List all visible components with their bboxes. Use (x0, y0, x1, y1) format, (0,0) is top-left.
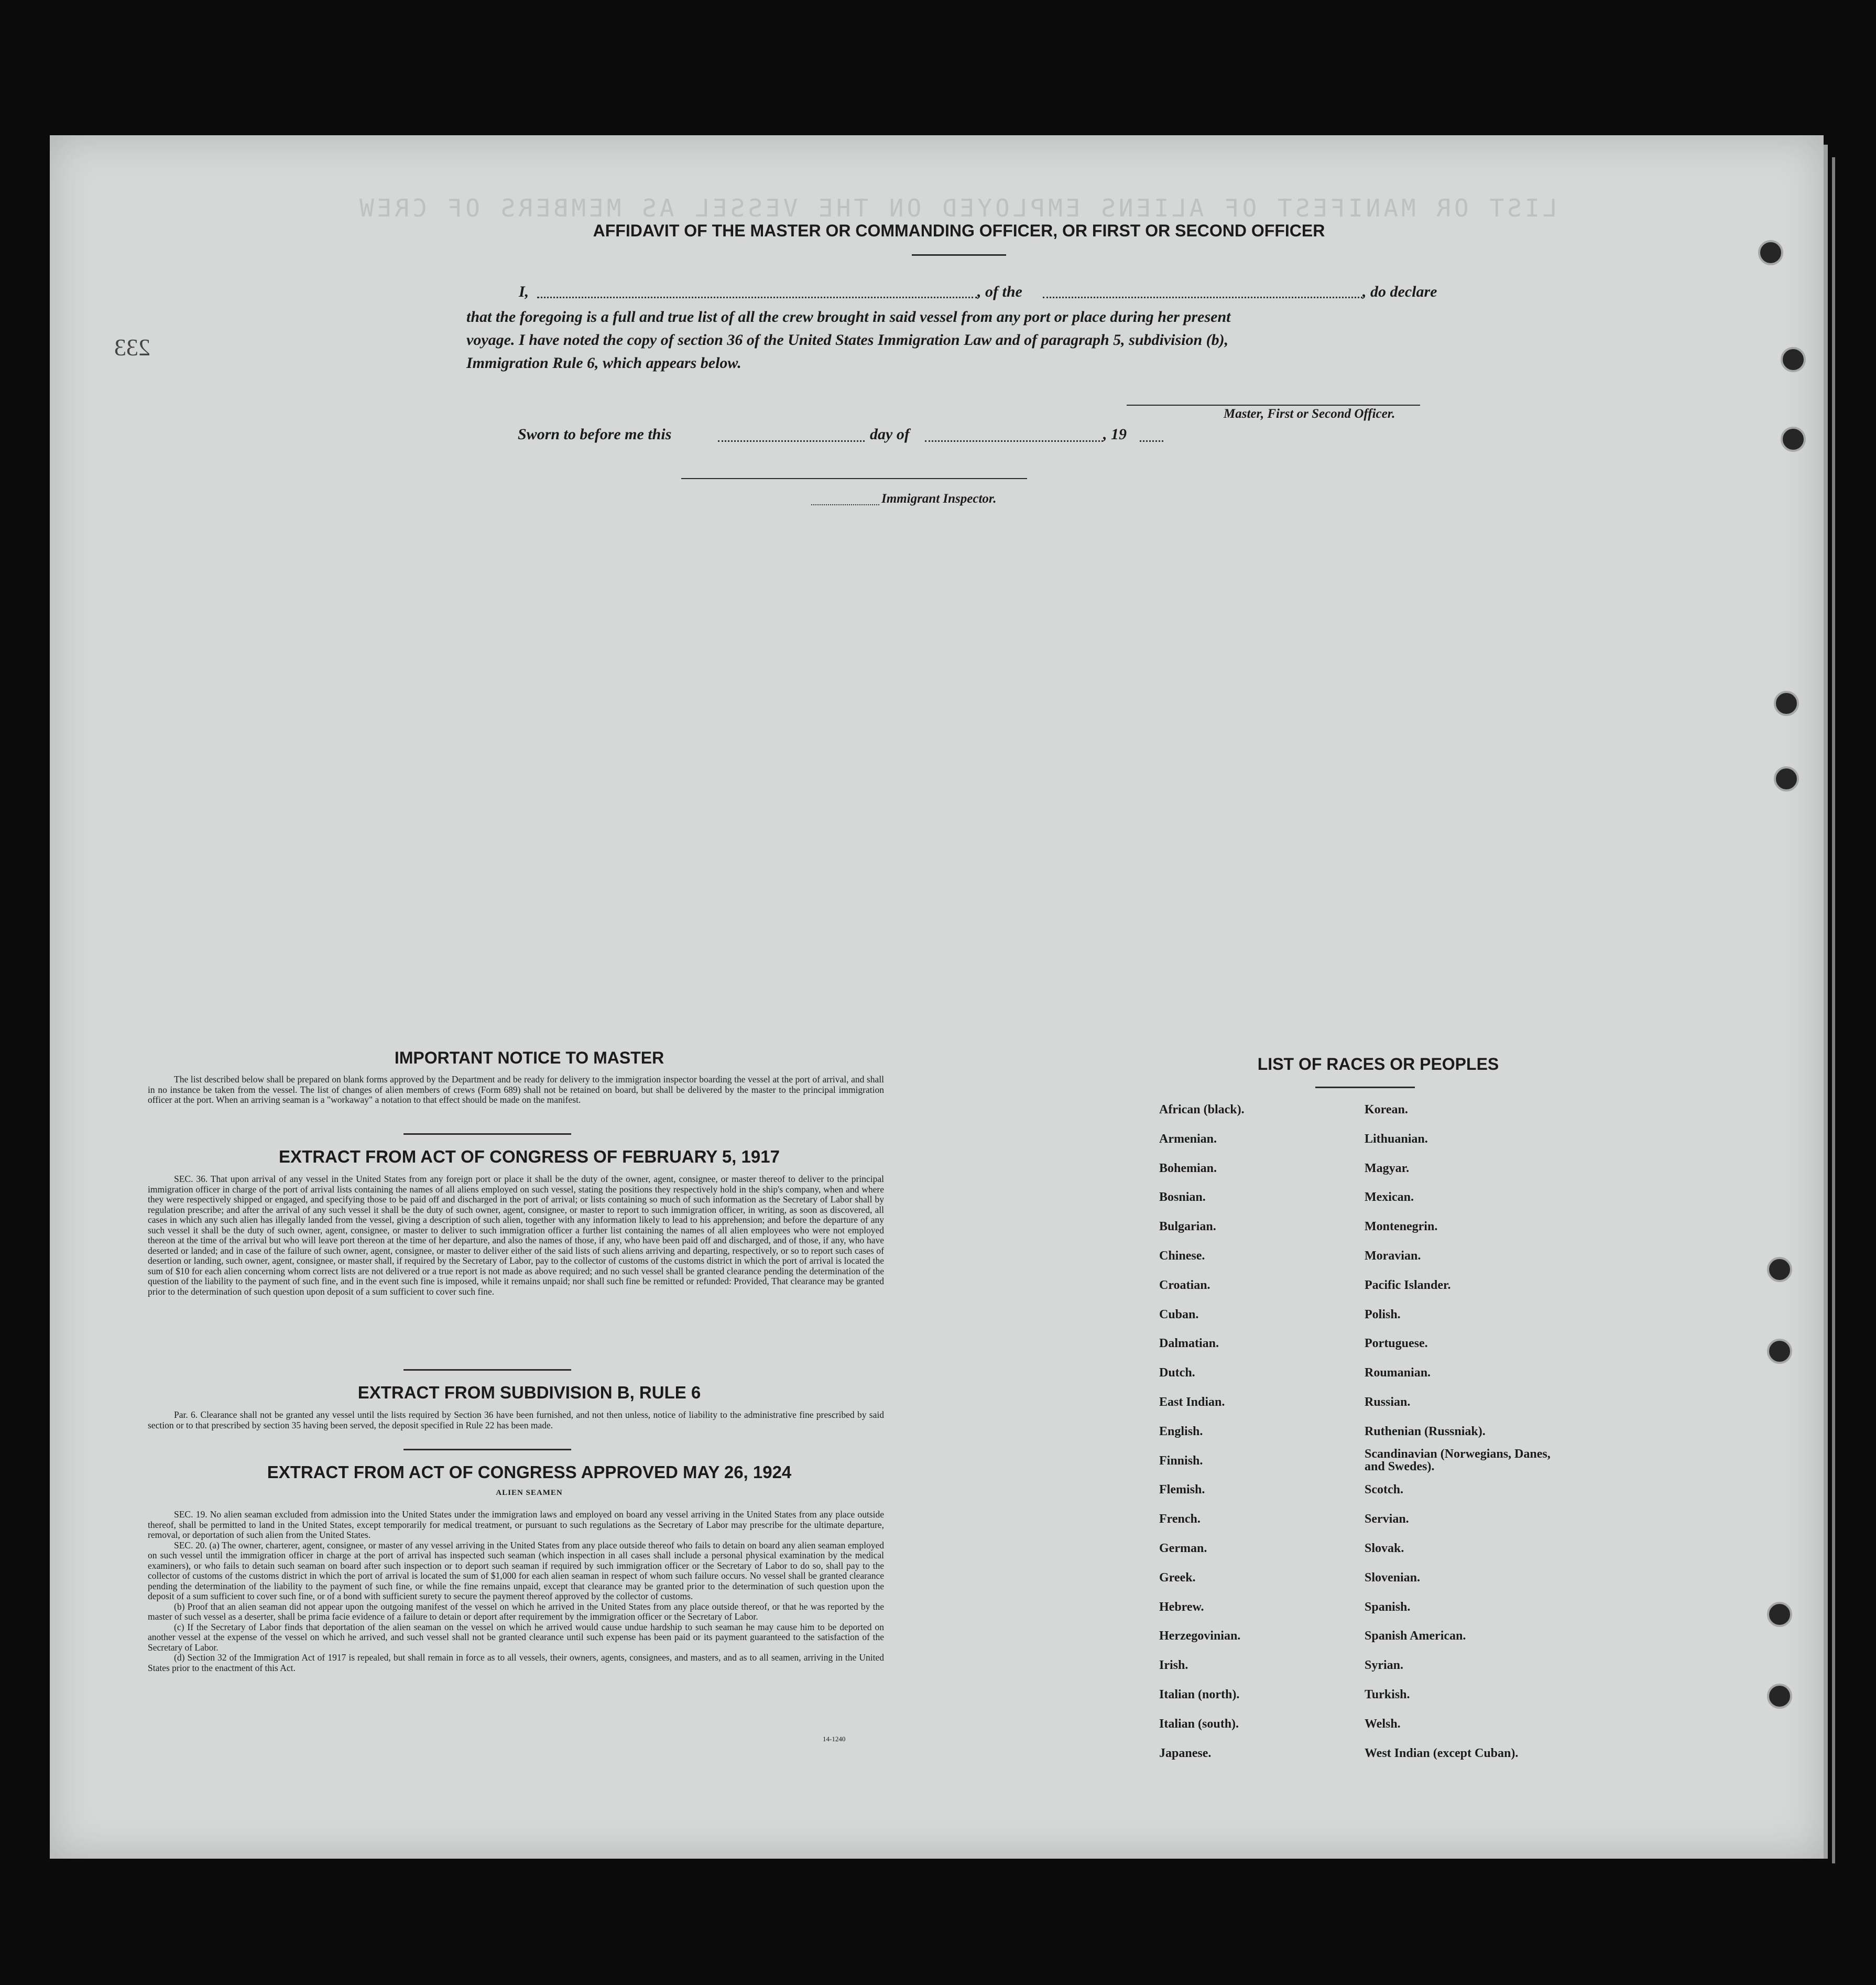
race-col2-item-18: Spanish American. (1365, 1629, 1466, 1643)
sec-20a: SEC. 20. (a) The owner, charterer, agent, consignee, or master of any vessel arriving in the United States from any place outside thereof who fails to detain on board any alien seaman employed on such vessel until the immigration officer in charge at the port of arrival has inspected such seaman (which inspection in all cases shall include a personal physical examination by the medical examiners), or who fails to detain such seaman on board after such inspection or to deport such seaman if required by such immigration officer or the Secretary of Labor to do so, shall pay to the collector of customs of the customs district in which the port of arrival is located the sum of $1,000 for each alien seaman in respect of whom such failure occurs. No vessel shall be granted clearance pending the determination of the liability to the payment of such fine, or while the fine remains unpaid, except that clearance may be granted prior to the determination of such question upon the deposit of a sum sufficient to cover such fine, or of a bond with sufficient surety to secure the payment thereof approved by the collector of customs. (148, 1539, 884, 1601)
affidavit-line-3: voyage. I have noted the copy of section 36 of the United States Immigration Law and of paragraph 5, subdivision (b), (466, 331, 1229, 349)
affidavit-of-the: , of the (977, 283, 1022, 300)
race-col2-item-0: Korean. (1365, 1103, 1408, 1116)
inspector-signature-line[interactable] (681, 478, 1027, 479)
race-col1-item-10: East Indian. (1159, 1395, 1225, 1409)
bleed-through-page-number: 233 (114, 334, 150, 361)
race-col2-item-17: Spanish. (1365, 1600, 1411, 1614)
race-col1-item-6: Croatian. (1159, 1278, 1210, 1292)
race-col1-item-11: English. (1159, 1424, 1203, 1438)
race-col1-item-19: Irish. (1159, 1658, 1188, 1673)
year-label: , 19 (1103, 426, 1127, 443)
race-col1-item-12: Finnish. (1159, 1454, 1203, 1468)
section-rule (403, 1369, 571, 1371)
race-col2-item-12: Scandinavian (Norwegians, Danes, and Swedes). (1365, 1447, 1551, 1473)
race-col1-item-14: French. (1159, 1512, 1201, 1526)
race-col1-item-18: Herzegovinian. (1159, 1629, 1241, 1643)
page-edge-shadow (1832, 157, 1835, 1863)
extract-rule6-text: Par. 6. Clearance shall not be granted any vessel until the lists required by Section 36 have been furnished, and not then unless, notice of liability to the administrative fine prescribed by said section or to that prescribed by section 35 having been served, the deposit specified in Rule 22 has been made. (148, 1409, 884, 1430)
punch-hole (1767, 1257, 1792, 1282)
extract-1917-text: SEC. 36. That upon arrival of any vessel in the United States from any foreign port or place it shall be the duty of the owner, agent, consignee, or master thereof to deliver to the principal immigration officer in charge of the port of arrival lists containing the names of all aliens employed on such vessel, stating the positions they respectively hold in the ship's company, when and where they were respectively shipped or engaged, and specifying those to be paid off and discharged in the port of arrival; or lists containing so much of such information as the Secretary of Labor shall by regulation prescribe; and after the arrival of any such vessel it shall be the duty of such owner, agent, consignee, or master to report to such immigration officer, in writing, as soon as discovered, all cases in which any such alien has illegally landed from the vessel, giving a description of such alien, together with any information likely to lead to his apprehension; and before the departure of any such vessel it shall be the duty of such owner, agent, consignee, or master to deliver to such immigration officer a further list containing the names of all alien employees who were not employed thereon at the time of the arrival but who will leave port thereon at the time of her departure, and also the names of those, if any, who have been paid off and discharged, and of those, if any, who have deserted or landed; and in case of the failure of such owner, agent, consignee, or master to deliver either of the said lists of such aliens arriving and departing, respectively, or so to report such cases of desertion or landing, such owner, agent, consignee, or master shall, if required by the Secretary of Labor, pay to the collector of customs of the customs district in which the port of arrival is located the sum of $10 for each alien concerning whom correct lists are not delivered or a true report is not made as above required; and no such vessel shall be granted clearance pending the determination of the question of the liability to the payment of such fine, and in the event such fine is imposed, while it remains unpaid; nor shall such fine be remitted or refunded: Provided, That clearance may be granted prior to the determination of such question upon deposit of a sum sufficient to cover such fine. (148, 1174, 884, 1297)
notice-title: IMPORTANT NOTICE TO MASTER (394, 1048, 664, 1067)
race-col2-item-14: Servian. (1365, 1512, 1409, 1526)
race-col2-item-16: Slovenian. (1365, 1570, 1421, 1585)
form-number: 14-1240 (823, 1735, 846, 1743)
race-col2-item-8: Portuguese. (1365, 1337, 1428, 1351)
punch-hole (1781, 427, 1806, 452)
bleed-through-header: LIST OR MANIFEST OF ALIENS EMPLOYED ON THE VESSEL AS MEMBERS OF CREW (356, 194, 1557, 222)
inspector-label: Immigrant Inspector. (881, 492, 997, 506)
alien-seamen-subtitle: ALIEN SEAMEN (496, 1489, 563, 1497)
race-col2-item-20: Turkish. (1365, 1688, 1410, 1701)
day-of-label: day of (870, 426, 910, 443)
punch-hole (1774, 691, 1799, 716)
race-col1-item-15: German. (1159, 1542, 1207, 1555)
section-rule (403, 1449, 571, 1450)
page-edge (1824, 145, 1828, 1859)
master-signature-line[interactable] (1127, 405, 1420, 406)
affidavit-title: AFFIDAVIT OF THE MASTER OR COMMANDING OFFICER, OR FIRST OR SECOND OFFICER (593, 221, 1325, 240)
race-col2-item-5: Moravian. (1365, 1249, 1421, 1263)
race-col1-item-21: Italian (south). (1159, 1717, 1239, 1731)
race-col1-item-5: Chinese. (1159, 1249, 1205, 1263)
sec-20c: (c) If the Secretary of Labor finds that deportation of the alien seaman on the vessel on which he arrived would cause undue hardship to such seaman he may cause him to be deported on another vessel at the expense of the vessel on which he arrived, and such vessel shall not be granted clearance until such expense has been paid or its payment guaranteed to the satisfaction of the Secretary of Labor. (148, 1621, 884, 1653)
race-col2-item-13: Scotch. (1365, 1483, 1403, 1497)
race-col1-item-1: Armenian. (1159, 1132, 1217, 1146)
race-col2-item-1: Lithuanian. (1365, 1132, 1428, 1146)
race-col1-item-17: Hebrew. (1159, 1600, 1204, 1614)
race-col1-item-22: Japanese. (1159, 1746, 1212, 1760)
race-col2-item-6: Pacific Islander. (1365, 1278, 1451, 1292)
punch-hole (1767, 1684, 1792, 1709)
race-col1-item-20: Italian (north). (1159, 1688, 1240, 1701)
sworn-day-line[interactable] (718, 440, 865, 442)
race-col1-item-4: Bulgarian. (1159, 1220, 1216, 1234)
affidavit-line-4: Immigration Rule 6, which appears below. (466, 354, 741, 372)
vessel-field-line[interactable] (1043, 297, 1362, 298)
race-col1-item-16: Greek. (1159, 1570, 1196, 1585)
sec-20b: (b) Proof that an alien seaman did not appear upon the outgoing manifest of the vessel on which he arrived in the United States from any place outside thereof, or that he was reported by the master of such vessel as a deserter, shall be prima facie evidence of a failure to detain or deport after requirement by the immigration officer or the Secretary of Labor. (148, 1601, 884, 1622)
sworn-year-line[interactable] (1140, 440, 1163, 442)
race-col1-item-2: Bohemian. (1159, 1161, 1217, 1175)
name-field-line[interactable] (537, 297, 977, 298)
notice-text: The list described below shall be prepared on blank forms approved by the Department and be ready for delivery to the immigration inspector boarding the vessel at the port of arrival, and shall in no instance be taken from the vessel. The list of changes of alien members of crews (Form 689) shall not be retained on board, but shall be delivered by the master to the principal immigration officer at the port. When an arriving seaman is a "workaway" a notation to that effect should be made on the manifest. (148, 1074, 884, 1105)
race-col2-item-15: Slovak. (1365, 1542, 1404, 1555)
races-title: LIST OF RACES OR PEOPLES (1257, 1055, 1499, 1073)
title-rule (912, 254, 1006, 256)
race-col1-item-3: Bosnian. (1159, 1190, 1206, 1205)
section-rule (403, 1133, 571, 1135)
race-col1-item-8: Dalmatian. (1159, 1337, 1219, 1351)
race-col1-item-13: Flemish. (1159, 1483, 1205, 1497)
sec-19: SEC. 19. No alien seaman excluded from admission into the United States under the immigration laws and employed on board any vessel arriving in the United States from any place outside thereof, shall be permitted to land in the United States, except temporarily for medical treatment, or pursuant to such regulations as the Secretary of Labor may prescribe for the ultimate departure, removal, or deportation of such alien from the United States. (148, 1509, 884, 1540)
race-col1-item-9: Dutch. (1159, 1366, 1195, 1380)
race-col2-item-11: Ruthenian (Russniak). (1365, 1424, 1486, 1438)
race-col2-item-21: Welsh. (1365, 1717, 1401, 1731)
sworn-month-line[interactable] (925, 440, 1103, 442)
extract-rule6-title: EXTRACT FROM SUBDIVISION B, RULE 6 (357, 1383, 701, 1402)
race-col2-item-3: Mexican. (1365, 1190, 1414, 1205)
punch-hole (1781, 347, 1806, 372)
extract-1917-title: EXTRACT FROM ACT OF CONGRESS OF FEBRUARY 5, 1917 (279, 1147, 780, 1166)
punch-hole (1767, 1339, 1792, 1364)
race-col2-item-22: West Indian (except Cuban). (1365, 1746, 1519, 1760)
extract-1924-text (148, 1510, 884, 1673)
affidavit-line-2: that the foregoing is a full and true list of all the crew brought in said vessel from any port or place during her present (466, 308, 1231, 326)
sworn-label: Sworn to before me this (518, 426, 672, 443)
race-col1-item-0: African (black). (1159, 1103, 1245, 1116)
race-col2-item-10: Russian. (1365, 1395, 1411, 1409)
race-col1-item-7: Cuban. (1159, 1307, 1199, 1321)
race-col2-item-7: Polish. (1365, 1307, 1401, 1321)
races-title-rule (1315, 1087, 1415, 1088)
punch-hole (1774, 766, 1799, 791)
race-col2-item-19: Syrian. (1365, 1658, 1404, 1673)
race-col2-item-2: Magyar. (1365, 1161, 1410, 1175)
punch-hole (1758, 240, 1783, 265)
master-label: Master, First or Second Officer. (1224, 407, 1395, 421)
inspector-leader (811, 504, 879, 505)
race-col2-item-4: Montenegrin. (1365, 1220, 1438, 1234)
affidavit-declare: , do declare (1362, 283, 1437, 300)
extract-1924-title: EXTRACT FROM ACT OF CONGRESS APPROVED MAY 26, 1924 (267, 1462, 792, 1482)
affidavit-i: I, (519, 283, 529, 300)
punch-hole (1767, 1602, 1792, 1627)
race-col2-item-9: Roumanian. (1365, 1366, 1431, 1380)
sec-20d: (d) Section 32 of the Immigration Act of 1917 is repealed, but shall remain in force as to all vessels, their owners, agents, consignees, and masters, and as to all seamen, arriving in the United States prior to the enactment of this Act. (148, 1652, 884, 1673)
